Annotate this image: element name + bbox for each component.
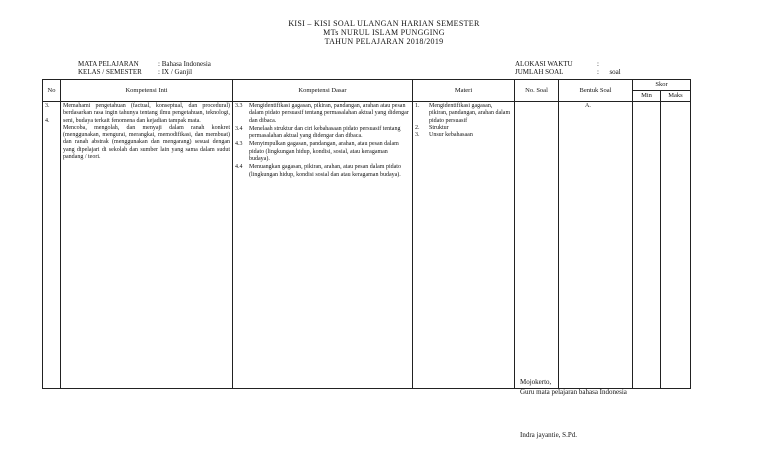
bentuk-soal-value: A. bbox=[585, 103, 591, 109]
kd-text: Menuangkan gagasan, pikiran, arahan, atau pesan dalam pidato (lingkungan hidup, kondisi sosial dan atau keragaman budaya). bbox=[249, 164, 401, 178]
signature-role: Guru mata pelajaran bahasa Indonesia bbox=[520, 388, 627, 396]
table-row bbox=[43, 102, 691, 389]
kd-number: 3.3 bbox=[235, 103, 243, 109]
cell-no-soal bbox=[515, 102, 559, 389]
academic-year: TAHUN PELAJARAN 2018/2019 bbox=[324, 37, 444, 46]
kd-item bbox=[235, 126, 410, 141]
school-name: MTs NURUL ISLAM PUNGGING bbox=[323, 28, 445, 37]
materi-item bbox=[415, 125, 512, 132]
cell-kompetensi-inti bbox=[61, 102, 233, 389]
header-skor-maks: Maks bbox=[661, 91, 691, 102]
row-number: 3. bbox=[45, 103, 50, 109]
row-number: 4. bbox=[45, 118, 50, 124]
count-value: : soal bbox=[597, 68, 621, 76]
time-value: : bbox=[597, 60, 599, 68]
cell-materi bbox=[413, 102, 515, 389]
signature-place: Mojokerto, bbox=[520, 378, 552, 386]
materi-number: 3. bbox=[415, 132, 420, 139]
materi-text: Mengidentifikasi gagasan, pikiran, pandangan, arahan dalam pidato persuasif bbox=[429, 103, 511, 124]
kd-item bbox=[235, 103, 410, 125]
kd-text: Menyimpulkan gagasan, pandangan, arahan, atau pesan dalam pidato (lingkungan hidup, kondisi, sosial, atau keragaman budaya). bbox=[249, 141, 399, 163]
doc-title: KISI – KISI SOAL ULANGAN HARIAN SEMESTER bbox=[288, 19, 480, 28]
header-materi: Materi bbox=[413, 80, 515, 102]
signature-name: Indra jayantie, S.Pd. bbox=[520, 431, 577, 439]
cell-skor-min bbox=[633, 102, 661, 389]
materi-item bbox=[415, 103, 512, 125]
cell-bentuk-soal bbox=[559, 102, 633, 389]
time-label: ALOKASI WAKTU bbox=[515, 60, 573, 68]
kd-number: 4.4 bbox=[235, 164, 243, 171]
materi-text: Struktur bbox=[429, 124, 449, 131]
class-label: KELAS / SEMESTER bbox=[78, 68, 142, 76]
materi-item bbox=[415, 132, 512, 139]
header-no-soal: No. Soal bbox=[515, 80, 559, 102]
materi-text: Unsur kebahasaan bbox=[429, 132, 473, 139]
subject-value: : Bahasa Indonesia bbox=[158, 60, 211, 68]
cell-no bbox=[43, 102, 61, 389]
kd-number: 4.3 bbox=[235, 141, 243, 148]
kisi-table bbox=[42, 79, 691, 389]
header-kompetensi-inti: Kompetensi Inti bbox=[61, 80, 233, 102]
kd-number: 3.4 bbox=[235, 125, 243, 132]
class-value: : IX / Ganjil bbox=[158, 68, 193, 76]
kd-item bbox=[235, 164, 410, 179]
kd-text: Menelaah struktur dan ciri kebahasaan pidato persuasif tentang permasalahan aktual yang didengar dan dibaca. bbox=[249, 125, 401, 140]
kd-item bbox=[235, 141, 410, 163]
materi-number: 2. bbox=[415, 124, 420, 131]
cell-kompetensi-dasar bbox=[233, 102, 413, 389]
kd-text: Mengidentifikasi gagasan, pikiran, pandangan, arahan atau pesan dalam pidato persuasif tentang permasalahan aktual yang didengar dan dibaca. bbox=[249, 103, 409, 124]
header-skor-min: Min bbox=[633, 91, 661, 102]
materi-number: 1. bbox=[415, 103, 420, 109]
header-bentuk-soal: Bentuk Soal bbox=[559, 80, 633, 102]
count-label: JUMLAH SOAL bbox=[515, 68, 564, 76]
header-skor: Skor bbox=[633, 80, 691, 91]
subject-label: MATA PELAJARAN bbox=[78, 60, 139, 68]
header-no: No bbox=[43, 80, 61, 102]
ki-item: Memahami pengetahuan (factual, konseptual, dan procedural) berdasarkan rasa ingin tahunya tentang ilmu pengetahuan, teknologi, seni, budaya terkait fenomena dan kejadian tampak mata. bbox=[63, 103, 230, 124]
header-kompetensi-dasar: Kompetensi Dasar bbox=[233, 80, 413, 102]
cell-skor-maks bbox=[661, 102, 691, 389]
ki-item: Mencoba, mengolah, dan menyaji dalam ranah konkret (menggunakan, mengurai, merangkai, memodifikasi, dan membuat) dan ranah abstrak (menggunakan dan mengarang) sesuai dengan yang dipelajari di sekolah dan sumber lain yang sama dalam sudut pandang / teori. bbox=[63, 124, 230, 161]
